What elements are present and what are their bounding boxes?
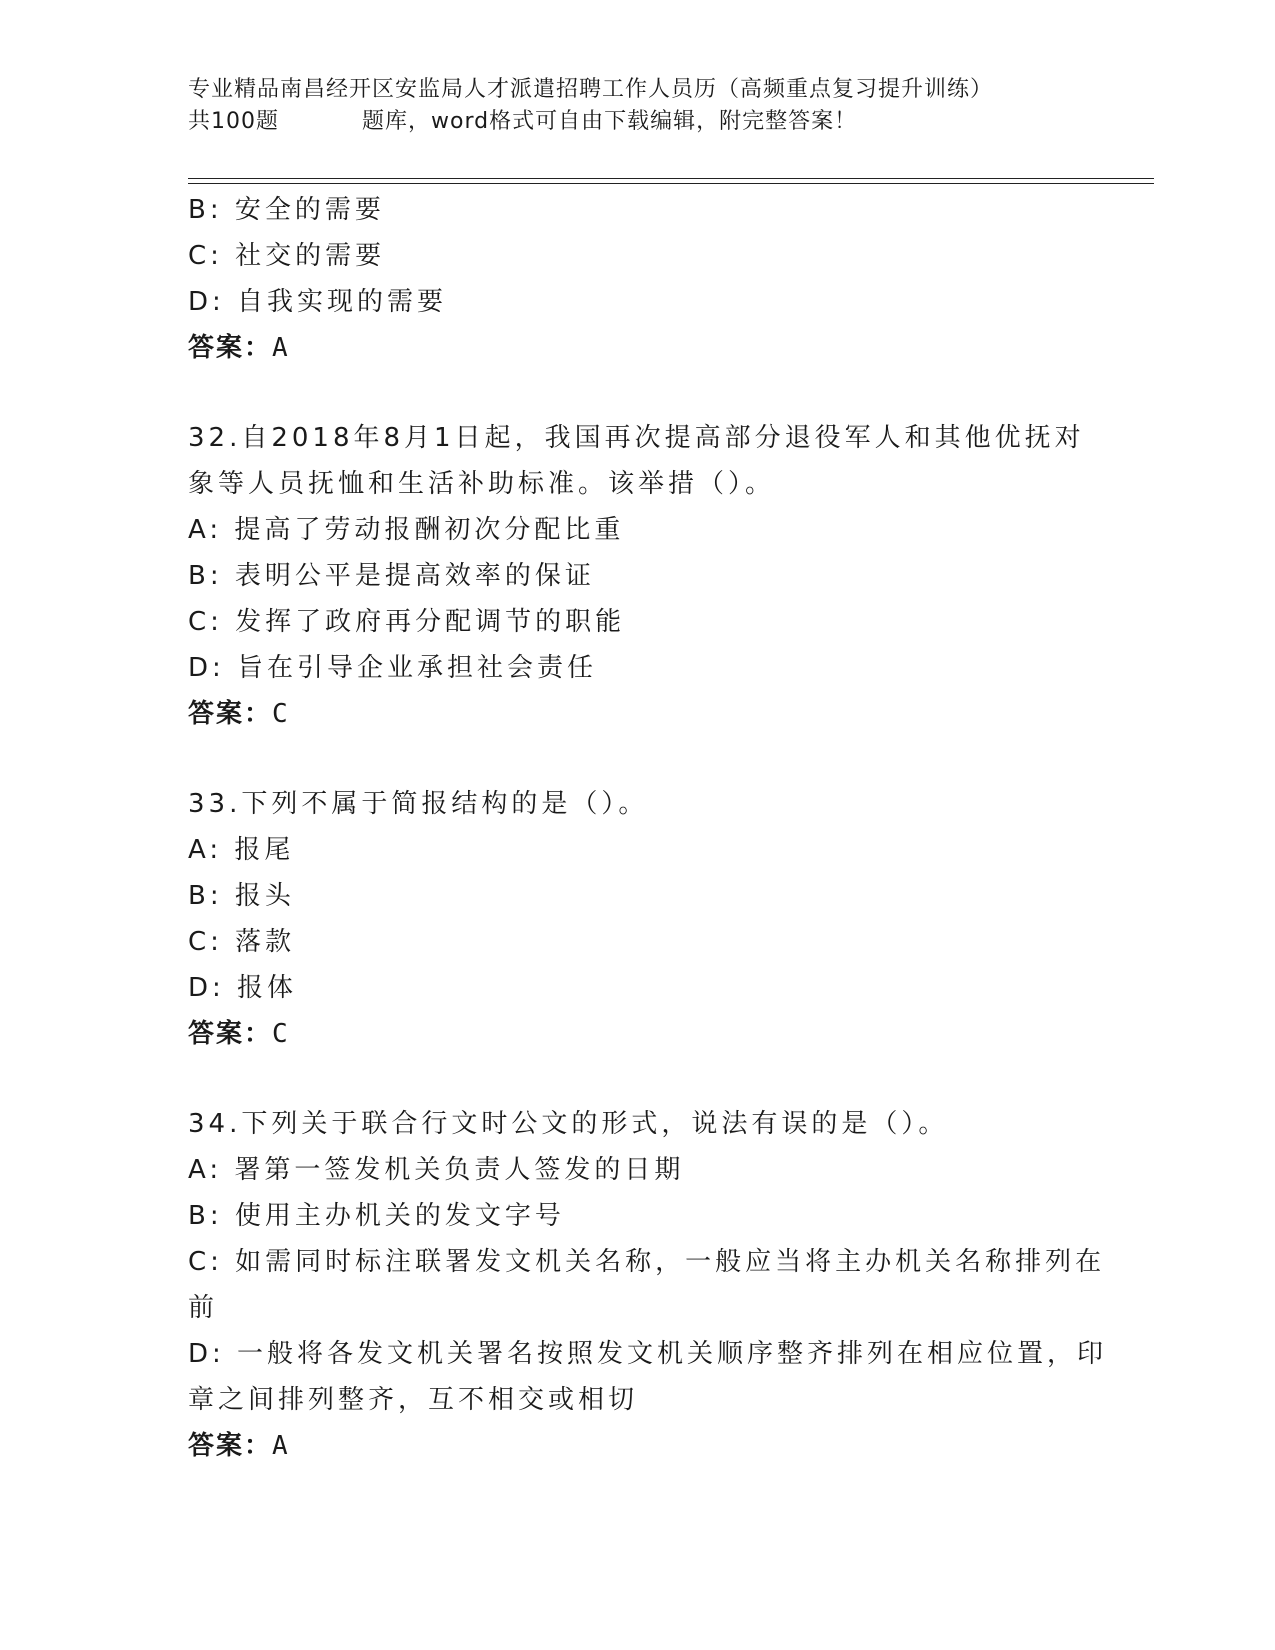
document-title-line-2: [188, 106, 1148, 138]
answer-line: [188, 1011, 1088, 1057]
option-c: C: 如需同时标注联署发文机关名称，一般应当将主办机关名称排列在: [188, 1247, 1106, 1277]
header-divider: [188, 178, 1154, 184]
question-stem: 象等人员抚恤和生活补助标准。该举措（）。: [188, 469, 776, 499]
option-a: A: 署第一签发机关负责人签发的日期: [188, 1155, 685, 1185]
option-d: D: 报体: [188, 973, 298, 1003]
option-d-continued: 章之间排列整齐，互不相交或相切: [188, 1385, 639, 1415]
answer-label: 答案：: [188, 1019, 273, 1049]
question-stem: 32.自2018年8月1日起，我国再次提高部分退役军人和其他优抚对: [188, 423, 1085, 453]
document-body: [188, 187, 1108, 1469]
option-b: B: 报头: [188, 881, 295, 911]
option-c: C: 社交的需要: [188, 241, 386, 271]
option-d: D: 自我实现的需要: [188, 287, 448, 317]
option-d: D: 一般将各发文机关署名按照发文机关顺序整齐排列在相应位置，印: [188, 1339, 1108, 1369]
spacer: [188, 1057, 1088, 1101]
option-b: B: 安全的需要: [188, 195, 385, 225]
option-d: D: 旨在引导企业承担社会责任: [188, 653, 598, 683]
document-title-line-1: 专业精品南昌经开区安监局人才派遣招聘工作人员历（高频重点复习提升训练）: [188, 77, 994, 102]
answer-line: [188, 325, 1088, 371]
option-a: A: 提高了劳动报酬初次分配比重: [188, 515, 625, 545]
option-c: C: 发挥了政府再分配调节的职能: [188, 607, 626, 637]
spacer: [188, 737, 1088, 781]
question-count: 共100题: [188, 109, 279, 134]
answer-label: 答案：: [188, 333, 273, 363]
answer-label: 答案：: [188, 1431, 273, 1461]
answer-value: C: [272, 1019, 288, 1049]
answer-value: C: [272, 699, 288, 729]
answer-line: [188, 691, 1088, 737]
question-33: [188, 781, 1088, 1057]
option-a: A: 报尾: [188, 835, 295, 865]
answer-value: A: [272, 1431, 288, 1461]
question-stem: 33.下列不属于简报结构的是（）。: [188, 789, 649, 819]
spacer: [188, 371, 1088, 415]
option-c: C: 落款: [188, 927, 296, 957]
question-32: [188, 415, 1088, 737]
answer-line: [188, 1423, 1088, 1469]
question-stem: 34.下列关于联合行文时公文的形式，说法有误的是（）。: [188, 1109, 949, 1139]
option-b: B: 使用主办机关的发文字号: [188, 1201, 565, 1231]
document-subtitle: 题库，word格式可自由下载编辑，附完整答案！: [362, 109, 858, 134]
answer-value: A: [272, 333, 288, 363]
page-header: [188, 74, 1148, 138]
question-34: [188, 1101, 1108, 1469]
question-31-continued: [188, 187, 1088, 371]
answer-label: 答案：: [188, 699, 273, 729]
option-c-continued: 前: [188, 1293, 219, 1323]
option-b: B: 表明公平是提高效率的保证: [188, 561, 595, 591]
